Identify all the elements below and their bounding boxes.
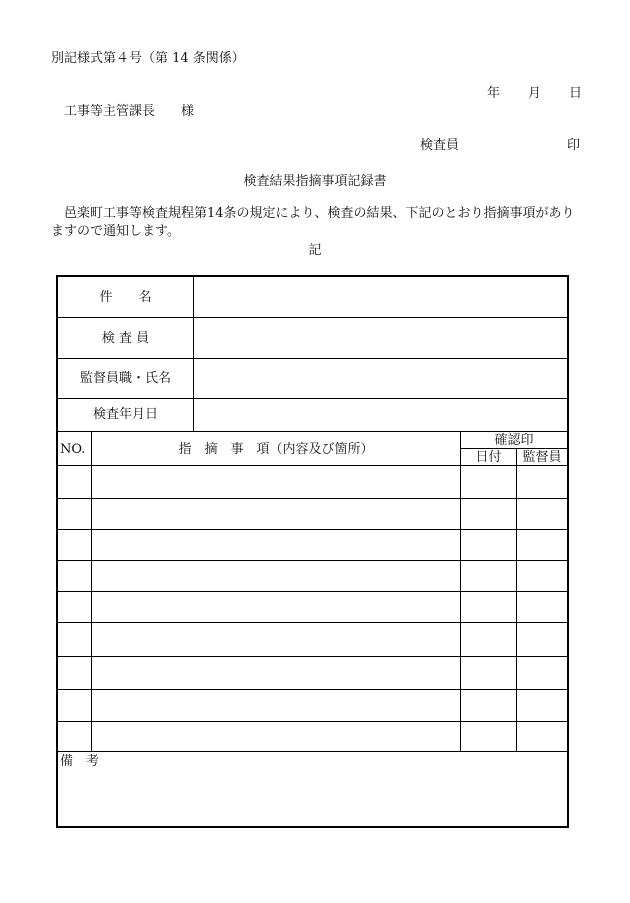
remarks-field[interactable] xyxy=(58,752,567,826)
date-day: 日 xyxy=(569,86,583,101)
date-line xyxy=(487,87,582,100)
remarks-label: 備 考 xyxy=(60,754,100,769)
confirm-header: 確認印 xyxy=(494,433,534,448)
project-name-label: 件 名 xyxy=(99,290,152,305)
items-header: 指 摘 事 項（内容及び箇所） xyxy=(178,442,374,457)
no-header: NO. xyxy=(60,442,86,457)
project-name-field[interactable] xyxy=(194,277,567,317)
table-row[interactable] xyxy=(58,657,567,689)
table-row[interactable] xyxy=(58,722,567,751)
supervisor-field[interactable] xyxy=(194,359,567,398)
inspector-field-label: 検 査 員 xyxy=(101,331,150,346)
table-row[interactable] xyxy=(58,466,567,498)
table-row[interactable] xyxy=(58,690,567,721)
divider xyxy=(460,448,567,449)
inspection-date-label: 検査年月日 xyxy=(92,407,158,422)
date-month: 月 xyxy=(528,86,542,101)
table-row[interactable] xyxy=(58,592,567,622)
form-number: 別記様式第４号（第 14 条関係） xyxy=(51,51,245,66)
inspection-date-field[interactable] xyxy=(194,399,567,431)
supervisor-header: 監督員 xyxy=(522,450,562,465)
inspector-label: 検査員 xyxy=(420,138,460,153)
ki-heading: 記 xyxy=(308,243,322,258)
date-year: 年 xyxy=(487,86,501,101)
notice-line-1: 邑楽町工事等検査規程第14条の規定により、検査の結果、下記のとおり指摘事項があり xyxy=(51,206,575,221)
divider xyxy=(58,431,567,432)
inspector-line xyxy=(420,138,581,153)
inspector-field[interactable] xyxy=(194,318,567,358)
notice-line-2: ますので通知します。 xyxy=(51,224,180,239)
table-row[interactable] xyxy=(58,561,567,591)
table-row[interactable] xyxy=(58,623,567,656)
document-title: 検査結果指摘事項記録書 xyxy=(243,174,387,189)
seal-mark: 印 xyxy=(567,138,581,153)
table-row[interactable] xyxy=(58,499,567,529)
record-form xyxy=(56,275,569,828)
supervisor-label: 監督員職・氏名 xyxy=(79,371,171,386)
date-header: 日付 xyxy=(475,450,502,465)
addressee: 工事等主管課長 様 xyxy=(64,104,195,119)
notice-text xyxy=(51,205,591,241)
table-row[interactable] xyxy=(58,530,567,560)
